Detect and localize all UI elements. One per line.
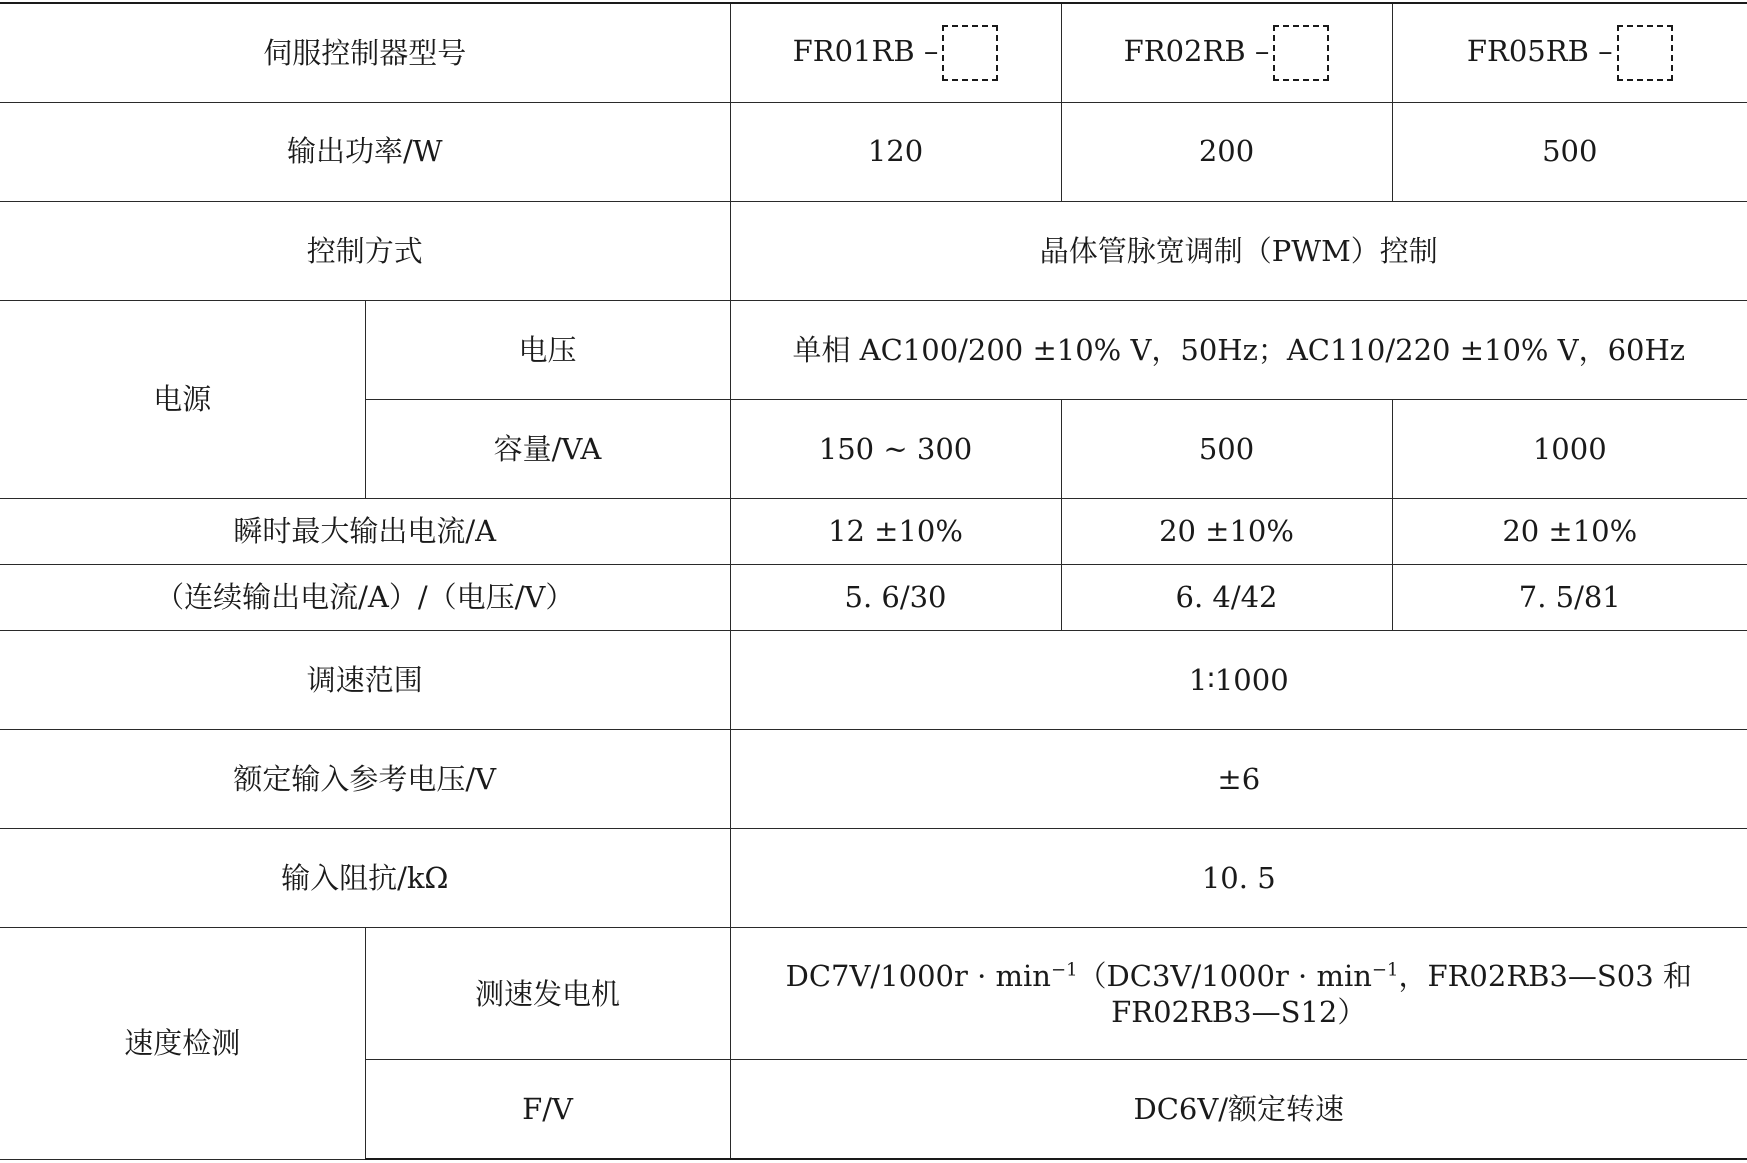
sub-row-label: 测速发电机 (365, 928, 730, 1060)
row-label: 瞬时最大输出电流/A (0, 498, 730, 564)
model-cell (1061, 3, 1392, 102)
row-label: 输入阻抗/kΩ (0, 829, 730, 928)
table-cell: 7. 5/81 (1392, 564, 1747, 630)
table-cell: 1000 (1392, 399, 1747, 498)
suffix-placeholder (1617, 25, 1673, 81)
suffix-placeholder (942, 25, 998, 81)
row-label: （连续输出电流/A）/（电压/V） (0, 564, 730, 630)
table-cell: 5. 6/30 (730, 564, 1061, 630)
model-label: 伺服控制器型号 (0, 3, 730, 102)
sub-row-label: 容量/VA (365, 399, 730, 498)
table-row-speed-range (0, 630, 1747, 729)
table-cell: ±6 (730, 730, 1747, 829)
row-label: 电源 (0, 300, 365, 498)
model-cell (1392, 3, 1747, 102)
row-label: 速度检测 (0, 928, 365, 1159)
table-cell: 120 (730, 102, 1061, 201)
row-label: 额定输入参考电压/V (0, 730, 730, 829)
sub-row-label: 电压 (365, 300, 730, 399)
row-label: 调速范围 (0, 630, 730, 729)
suffix-placeholder (1273, 25, 1329, 81)
table-cell (730, 928, 1747, 1060)
spec-table (0, 2, 1747, 1160)
table-cell: 6. 4/42 (1061, 564, 1392, 630)
table-cell: 20 ±10% (1061, 498, 1392, 564)
table-row-control-mode (0, 201, 1747, 300)
model-name: FR01RB – (792, 33, 939, 68)
model-name: FR02RB – (1123, 33, 1270, 68)
table-cell: 单相 AC100/200 ±10% V，50Hz；AC110/220 ±10% V，60Hz (730, 300, 1747, 399)
table-row-ref-voltage (0, 730, 1747, 829)
table-cell: 150 ~ 300 (730, 399, 1061, 498)
model-cell (730, 3, 1061, 102)
table-cell: 200 (1061, 102, 1392, 201)
table-cell: 500 (1392, 102, 1747, 201)
table-row-peak-current (0, 498, 1747, 564)
tacho-text: ，FR02RB3—S03 和 (1398, 958, 1692, 993)
model-name: FR05RB – (1466, 33, 1613, 68)
table-cell: 10. 5 (730, 829, 1747, 928)
table-row-output-power (0, 102, 1747, 201)
tacho-text: （DC3V/1000r · min (1077, 958, 1372, 993)
table-cell: 晶体管脉宽调制（PWM）控制 (730, 201, 1747, 300)
table-cell: 1∶1000 (730, 630, 1747, 729)
table-cell: DC6V/额定转速 (730, 1060, 1747, 1159)
exponent: −1 (1371, 958, 1399, 980)
exponent: −1 (1050, 958, 1078, 980)
table-row-tachometer (0, 928, 1747, 1060)
row-label: 控制方式 (0, 201, 730, 300)
table-row-continuous (0, 564, 1747, 630)
row-label: 输出功率/W (0, 102, 730, 201)
table-row-impedance (0, 829, 1747, 928)
tacho-text: FR02RB3—S12） (1111, 994, 1367, 1029)
table-row-supply-voltage (0, 300, 1747, 399)
table-row-model (0, 3, 1747, 102)
sub-row-label: F/V (365, 1060, 730, 1159)
table-cell: 500 (1061, 399, 1392, 498)
table-cell: 20 ±10% (1392, 498, 1747, 564)
tacho-text: DC7V/1000r · min (785, 958, 1051, 993)
table-cell: 12 ±10% (730, 498, 1061, 564)
